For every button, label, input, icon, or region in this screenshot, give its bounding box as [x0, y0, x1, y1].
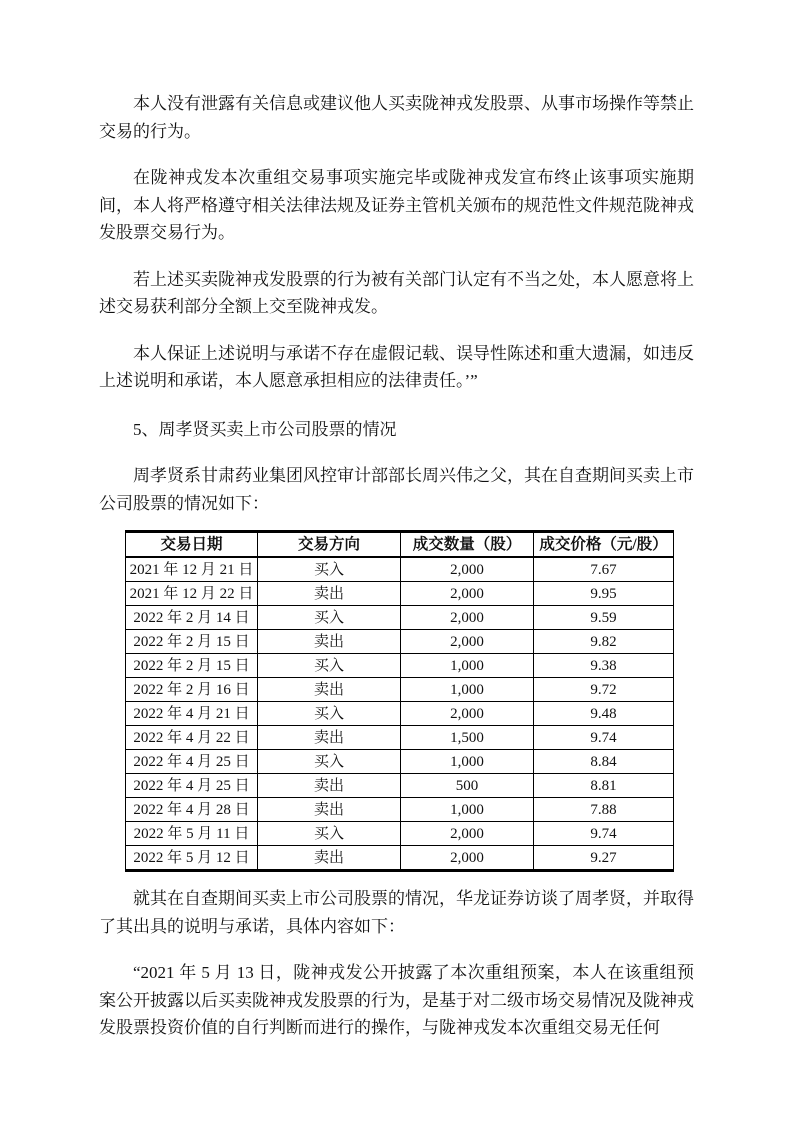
table-cell: 卖出: [258, 726, 401, 750]
table-row: [126, 726, 674, 750]
paragraph: “2021 年 5 月 13 日，陇神戎发公开披露了本次重组预案，本人在该重组预案公开披露以后买卖陇神戎发股票的行为，是基于对二级市场交易情况及陇神戎发股票投资价值的自行判断而进行的操作，与陇神戎发本次重组交易无任何: [99, 963, 694, 1037]
table-cell: 2,000: [401, 606, 534, 630]
table-cell: 2022 年 4 月 25 日: [126, 750, 258, 774]
table-cell: 买入: [258, 606, 401, 630]
table-cell: 500: [401, 774, 534, 798]
table-cell: 7.88: [534, 798, 674, 822]
table-body: [126, 557, 674, 871]
table-cell: 8.84: [534, 750, 674, 774]
table-cell: 8.81: [534, 774, 674, 798]
table-cell: 1,000: [401, 654, 534, 678]
table-cell: 9.72: [534, 678, 674, 702]
trades-table: [125, 530, 674, 872]
table-cell: 1,500: [401, 726, 534, 750]
table-cell: 买入: [258, 822, 401, 846]
table-cell: 2021 年 12 月 21 日: [126, 557, 258, 582]
table-cell: 9.59: [534, 606, 674, 630]
table-cell: 2022 年 4 月 22 日: [126, 726, 258, 750]
paragraph: 本人保证上述说明与承诺不存在虚假记载、误导性陈述和重大遗漏，如违反上述说明和承诺，本人愿意承担相应的法律责任。’”: [99, 343, 694, 390]
paragraph: 若上述买卖陇神戎发股票的行为被有关部门认定有不当之处，本人愿意将上述交易获利部分全额上交至陇神戎发。: [99, 269, 694, 316]
table-cell: 卖出: [258, 774, 401, 798]
table-cell: 2022 年 2 月 15 日: [126, 654, 258, 678]
table-header-row: [126, 532, 674, 558]
table-row: [126, 702, 674, 726]
table-cell: 9.74: [534, 726, 674, 750]
table-cell: 2,000: [401, 630, 534, 654]
header-cell: 成交数量（股）: [401, 532, 534, 558]
table-row: [126, 630, 674, 654]
table-cell: 卖出: [258, 798, 401, 822]
table-row: [126, 582, 674, 606]
table-row: [126, 774, 674, 798]
section-heading: 5、周孝贤买卖上市公司股票的情况: [133, 419, 397, 439]
table-cell: 7.67: [534, 557, 674, 582]
paragraph: 本人没有泄露有关信息或建议他人买卖陇神戎发股票、从事市场操作等禁止交易的行为。: [99, 94, 694, 141]
table-cell: 买入: [258, 557, 401, 582]
table-cell: 2021 年 12 月 22 日: [126, 582, 258, 606]
table-row: [126, 822, 674, 846]
table-cell: 9.48: [534, 702, 674, 726]
table-cell: 卖出: [258, 630, 401, 654]
table-cell: 2022 年 4 月 21 日: [126, 702, 258, 726]
table-cell: 卖出: [258, 846, 401, 871]
table-cell: 2,000: [401, 702, 534, 726]
table-row: [126, 798, 674, 822]
table-cell: 2,000: [401, 822, 534, 846]
table-cell: 2022 年 2 月 14 日: [126, 606, 258, 630]
table-cell: 9.27: [534, 846, 674, 871]
table-cell: 2022 年 5 月 12 日: [126, 846, 258, 871]
table-row: [126, 606, 674, 630]
table-cell: 1,000: [401, 678, 534, 702]
table-cell: 2022 年 5 月 11 日: [126, 822, 258, 846]
table-cell: 卖出: [258, 582, 401, 606]
table-cell: 2,000: [401, 582, 534, 606]
table-cell: 买入: [258, 654, 401, 678]
paragraphs-before: [99, 90, 694, 395]
intro-paragraph: 周孝贤系甘肃药业集团风控审计部部长周兴伟之父，其在自查期间买卖上市公司股票的情况如下：: [99, 466, 694, 513]
table-cell: 9.82: [534, 630, 674, 654]
table-cell: 2022 年 4 月 25 日: [126, 774, 258, 798]
table-cell: 1,000: [401, 750, 534, 774]
table-row: [126, 557, 674, 582]
table-cell: 买入: [258, 750, 401, 774]
table-cell: 9.74: [534, 822, 674, 846]
table-row: [126, 750, 674, 774]
table-cell: 2022 年 4 月 28 日: [126, 798, 258, 822]
table-cell: 2022 年 2 月 16 日: [126, 678, 258, 702]
header-cell: 交易方向: [258, 532, 401, 558]
header-cell: 成交价格（元/股）: [534, 532, 674, 558]
paragraph: 在陇神戎发本次重组交易事项实施完毕或陇神戎发宣布终止该事项实施期间，本人将严格遵守相关法律法规及证券主管机关颁布的规范性文件规范陇神戎发股票交易行为。: [99, 168, 694, 242]
table-cell: 1,000: [401, 798, 534, 822]
table-cell: 2,000: [401, 557, 534, 582]
paragraphs-after: [99, 885, 694, 1042]
table-row: [126, 678, 674, 702]
paragraph: 就其在自查期间买卖上市公司股票的情况，华龙证券访谈了周孝贤，并取得了其出具的说明与承诺，具体内容如下：: [99, 889, 694, 936]
table-cell: 9.95: [534, 582, 674, 606]
table-cell: 卖出: [258, 678, 401, 702]
table-cell: 买入: [258, 702, 401, 726]
table-row: [126, 654, 674, 678]
header-cell: 交易日期: [126, 532, 258, 558]
table-row: [126, 846, 674, 871]
table-cell: 9.38: [534, 654, 674, 678]
table-cell: 2,000: [401, 846, 534, 871]
table-cell: 2022 年 2 月 15 日: [126, 630, 258, 654]
